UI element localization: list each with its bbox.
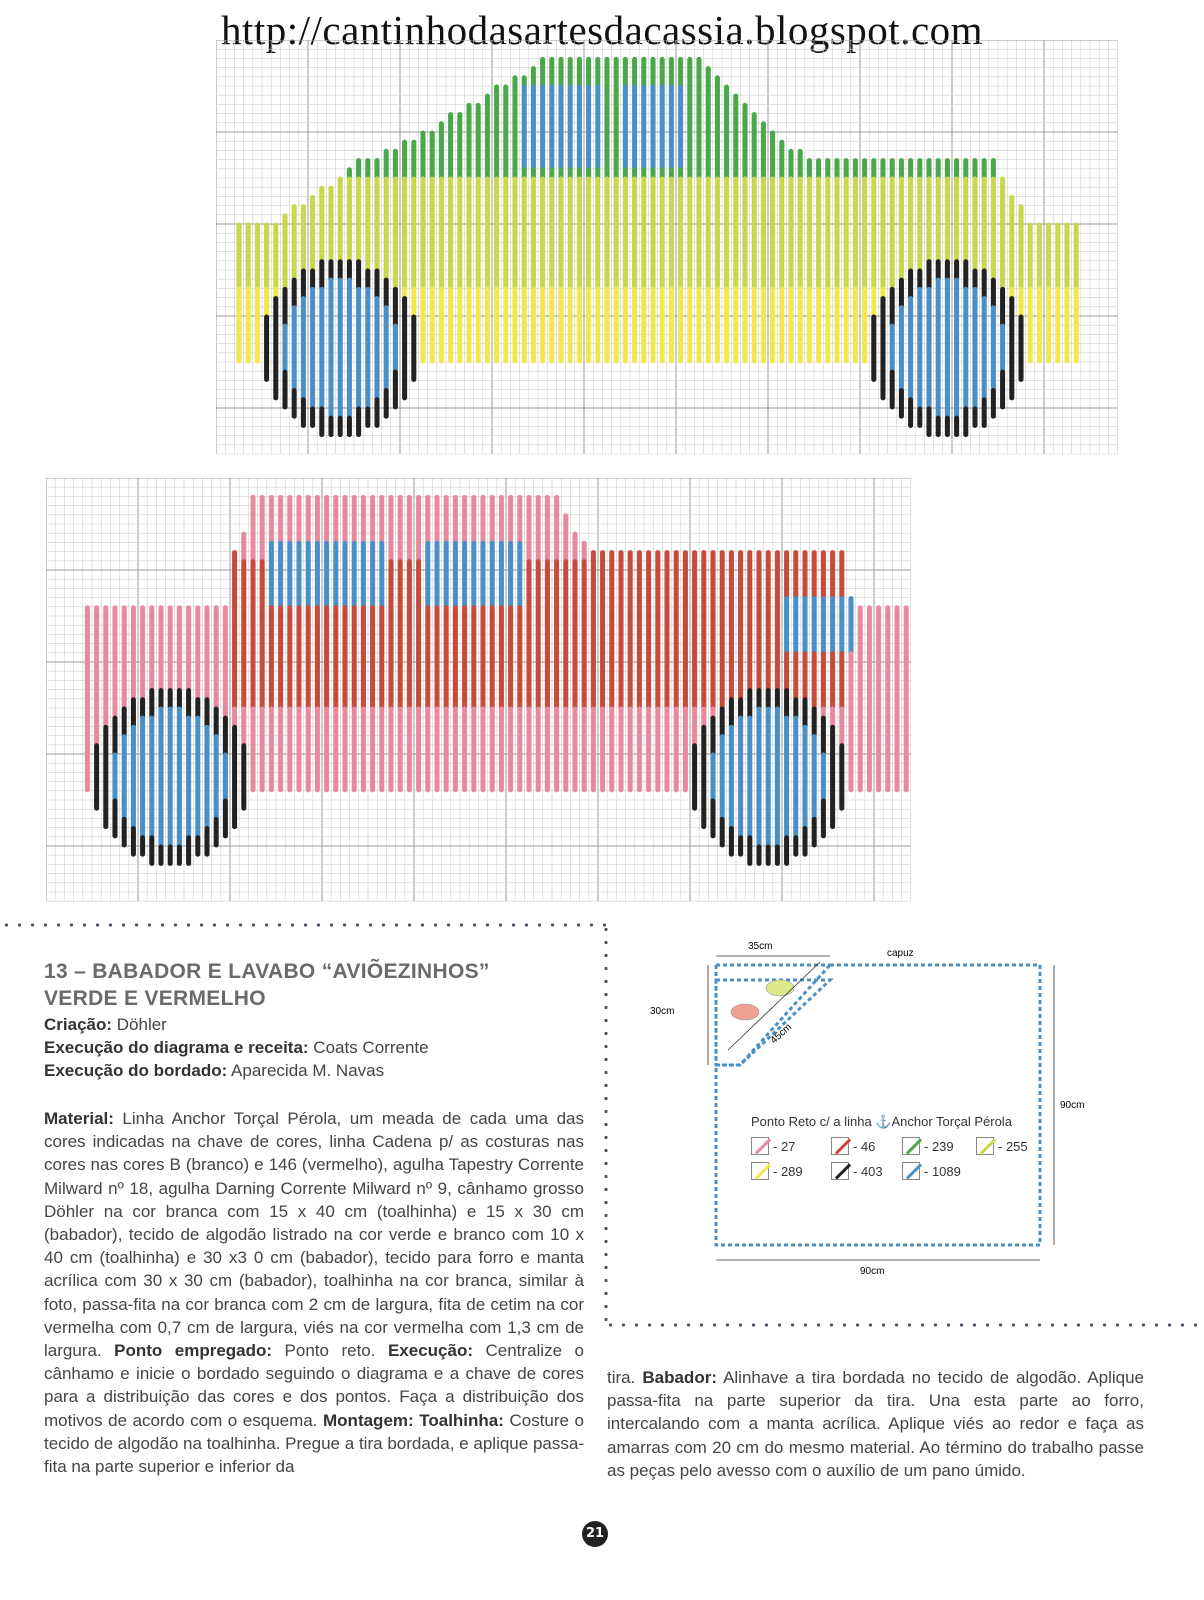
credits <box>44 1013 584 1082</box>
credit-value: Aparecida M. Navas <box>231 1061 385 1080</box>
green-car-pattern <box>216 40 1119 455</box>
page-number: 21 <box>582 1521 608 1547</box>
credit-label: Execução do bordado: <box>44 1061 228 1080</box>
color-key-title: Ponto Reto c/ a linha ⚓Anchor Torçal Pérola <box>751 1114 1012 1129</box>
color-key-item <box>902 1162 961 1180</box>
color-swatch-icon <box>902 1162 920 1180</box>
color-swatch-icon <box>976 1137 994 1155</box>
bib-label: Babador: <box>642 1368 717 1387</box>
color-code: - 239 <box>924 1138 954 1154</box>
stitch-text: Ponto reto. <box>284 1341 376 1361</box>
red-car-pattern <box>46 478 916 903</box>
color-key-item <box>902 1137 954 1155</box>
assembly-text: Costure o tecido de algodão na toalhinha. Pregue a tira bordada, e aplique passa-fita na parte superior e inferior da <box>44 1410 584 1477</box>
color-swatch-icon <box>751 1137 769 1155</box>
red-car-chart <box>46 478 916 903</box>
title-line-2: VERDE E VERMELHO <box>44 987 266 1010</box>
label-90cm-right: 90cm <box>1060 1100 1085 1111</box>
color-code: - 46 <box>853 1138 876 1154</box>
label-capuz: capuz <box>887 948 914 959</box>
blog-url: http://cantinhodasartesdacassia.blogspot.com <box>220 7 984 53</box>
article-title <box>44 958 584 1012</box>
color-swatch-icon <box>902 1137 920 1155</box>
label-30cm: 30cm <box>650 1006 675 1017</box>
execution-text: Centralize o cânhamo e inicie o bordado seguindo o diagrama e a chave de cores para a distribuição das cores e dos pontos. Faça a distribuição dos motivos de acordo com o esquema. <box>44 1341 584 1430</box>
color-swatch-icon <box>831 1137 849 1155</box>
credit-embroidery <box>44 1059 584 1082</box>
assembly-label: Montagem: Toalhinha: <box>323 1410 504 1430</box>
credit-creation <box>44 1013 584 1036</box>
instructions-column-2 <box>607 1366 1144 1482</box>
label-90cm-bottom: 90cm <box>860 1266 885 1277</box>
color-code: - 27 <box>773 1138 796 1154</box>
color-code: - 255 <box>998 1138 1028 1154</box>
bib-outline <box>716 965 1040 1245</box>
credit-label: Execução do diagrama e receita: <box>44 1038 309 1057</box>
color-key-item <box>976 1137 1028 1155</box>
color-swatch-icon <box>751 1162 769 1180</box>
color-key-item <box>751 1137 795 1155</box>
assembly-text-cont: tira. <box>607 1368 636 1387</box>
execution-label: Execução: <box>387 1341 474 1361</box>
color-code: - 403 <box>853 1163 883 1179</box>
credit-label: Criação: <box>44 1015 113 1034</box>
instructions-column-1 <box>44 1107 584 1478</box>
green-car-chart <box>216 40 1119 455</box>
credit-value: Döhler <box>116 1015 167 1034</box>
dotted-divider-top <box>0 923 606 927</box>
stitch-label: Ponto empregado: <box>114 1341 273 1361</box>
label-35cm: 35cm <box>748 941 773 952</box>
bib-text: Alinhave a tira bordada no tecido de algodão. Aplique passa-fita na parte superior da tira. Una esta parte ao forro, intercalando com a manta acrílica. Aplique viés ao redor e faça as amarras com 20 cm do mesmo material. Ao término do trabalho passe as peças pelo avesso com o auxílio de um pano úmido. <box>607 1368 1144 1480</box>
material-text: Linha Anchor Torçal Pérola, um meada de cada uma das cores indicadas na chave de cores, linha Cadena p/ as costuras nas cores nas cores B (branco) e 146 (vermelho), agulha Tapestry Corrente Milward nº 18, agulha Darning Corrente Milward nº 9, cânhamo grosso Döhler na cor branca com 15 x 40 cm (toalhinha) e 15 x 30 cm (babador), tecido de algodão listrado na cor verde e branco com 10 x 40 cm (toalhinha) e 30 x3 0 cm (babador), tecido para forro e manta acrílica com 30 x 30 cm (babador), toalhinha na cor branca, similar à foto, passa-fita na cor branca com 2 cm de largura, fita de cetim na cor vermelha com 0,7 cm de largura, viés na cor vermelha com 1,3 cm de largura. <box>44 1109 584 1361</box>
credit-diagram <box>44 1036 584 1059</box>
material-label: Material: <box>44 1109 114 1128</box>
small-green-car-icon <box>766 980 794 996</box>
small-red-car-icon <box>731 1004 759 1020</box>
title-line-1: 13 – BABADOR E LAVABO “AVIÕEZINHOS” <box>44 960 490 983</box>
color-code: - 289 <box>773 1163 803 1179</box>
color-swatch-icon <box>831 1162 849 1180</box>
dotted-divider-vertical <box>604 923 608 1325</box>
color-code: - 1089 <box>924 1163 961 1179</box>
color-key-item <box>831 1162 883 1180</box>
color-key-item <box>751 1162 803 1180</box>
credit-value: Coats Corrente <box>313 1038 429 1057</box>
label-45cm: 45cm <box>768 1021 795 1047</box>
color-key-item <box>831 1137 875 1155</box>
dotted-divider-bottom <box>604 1323 1204 1327</box>
